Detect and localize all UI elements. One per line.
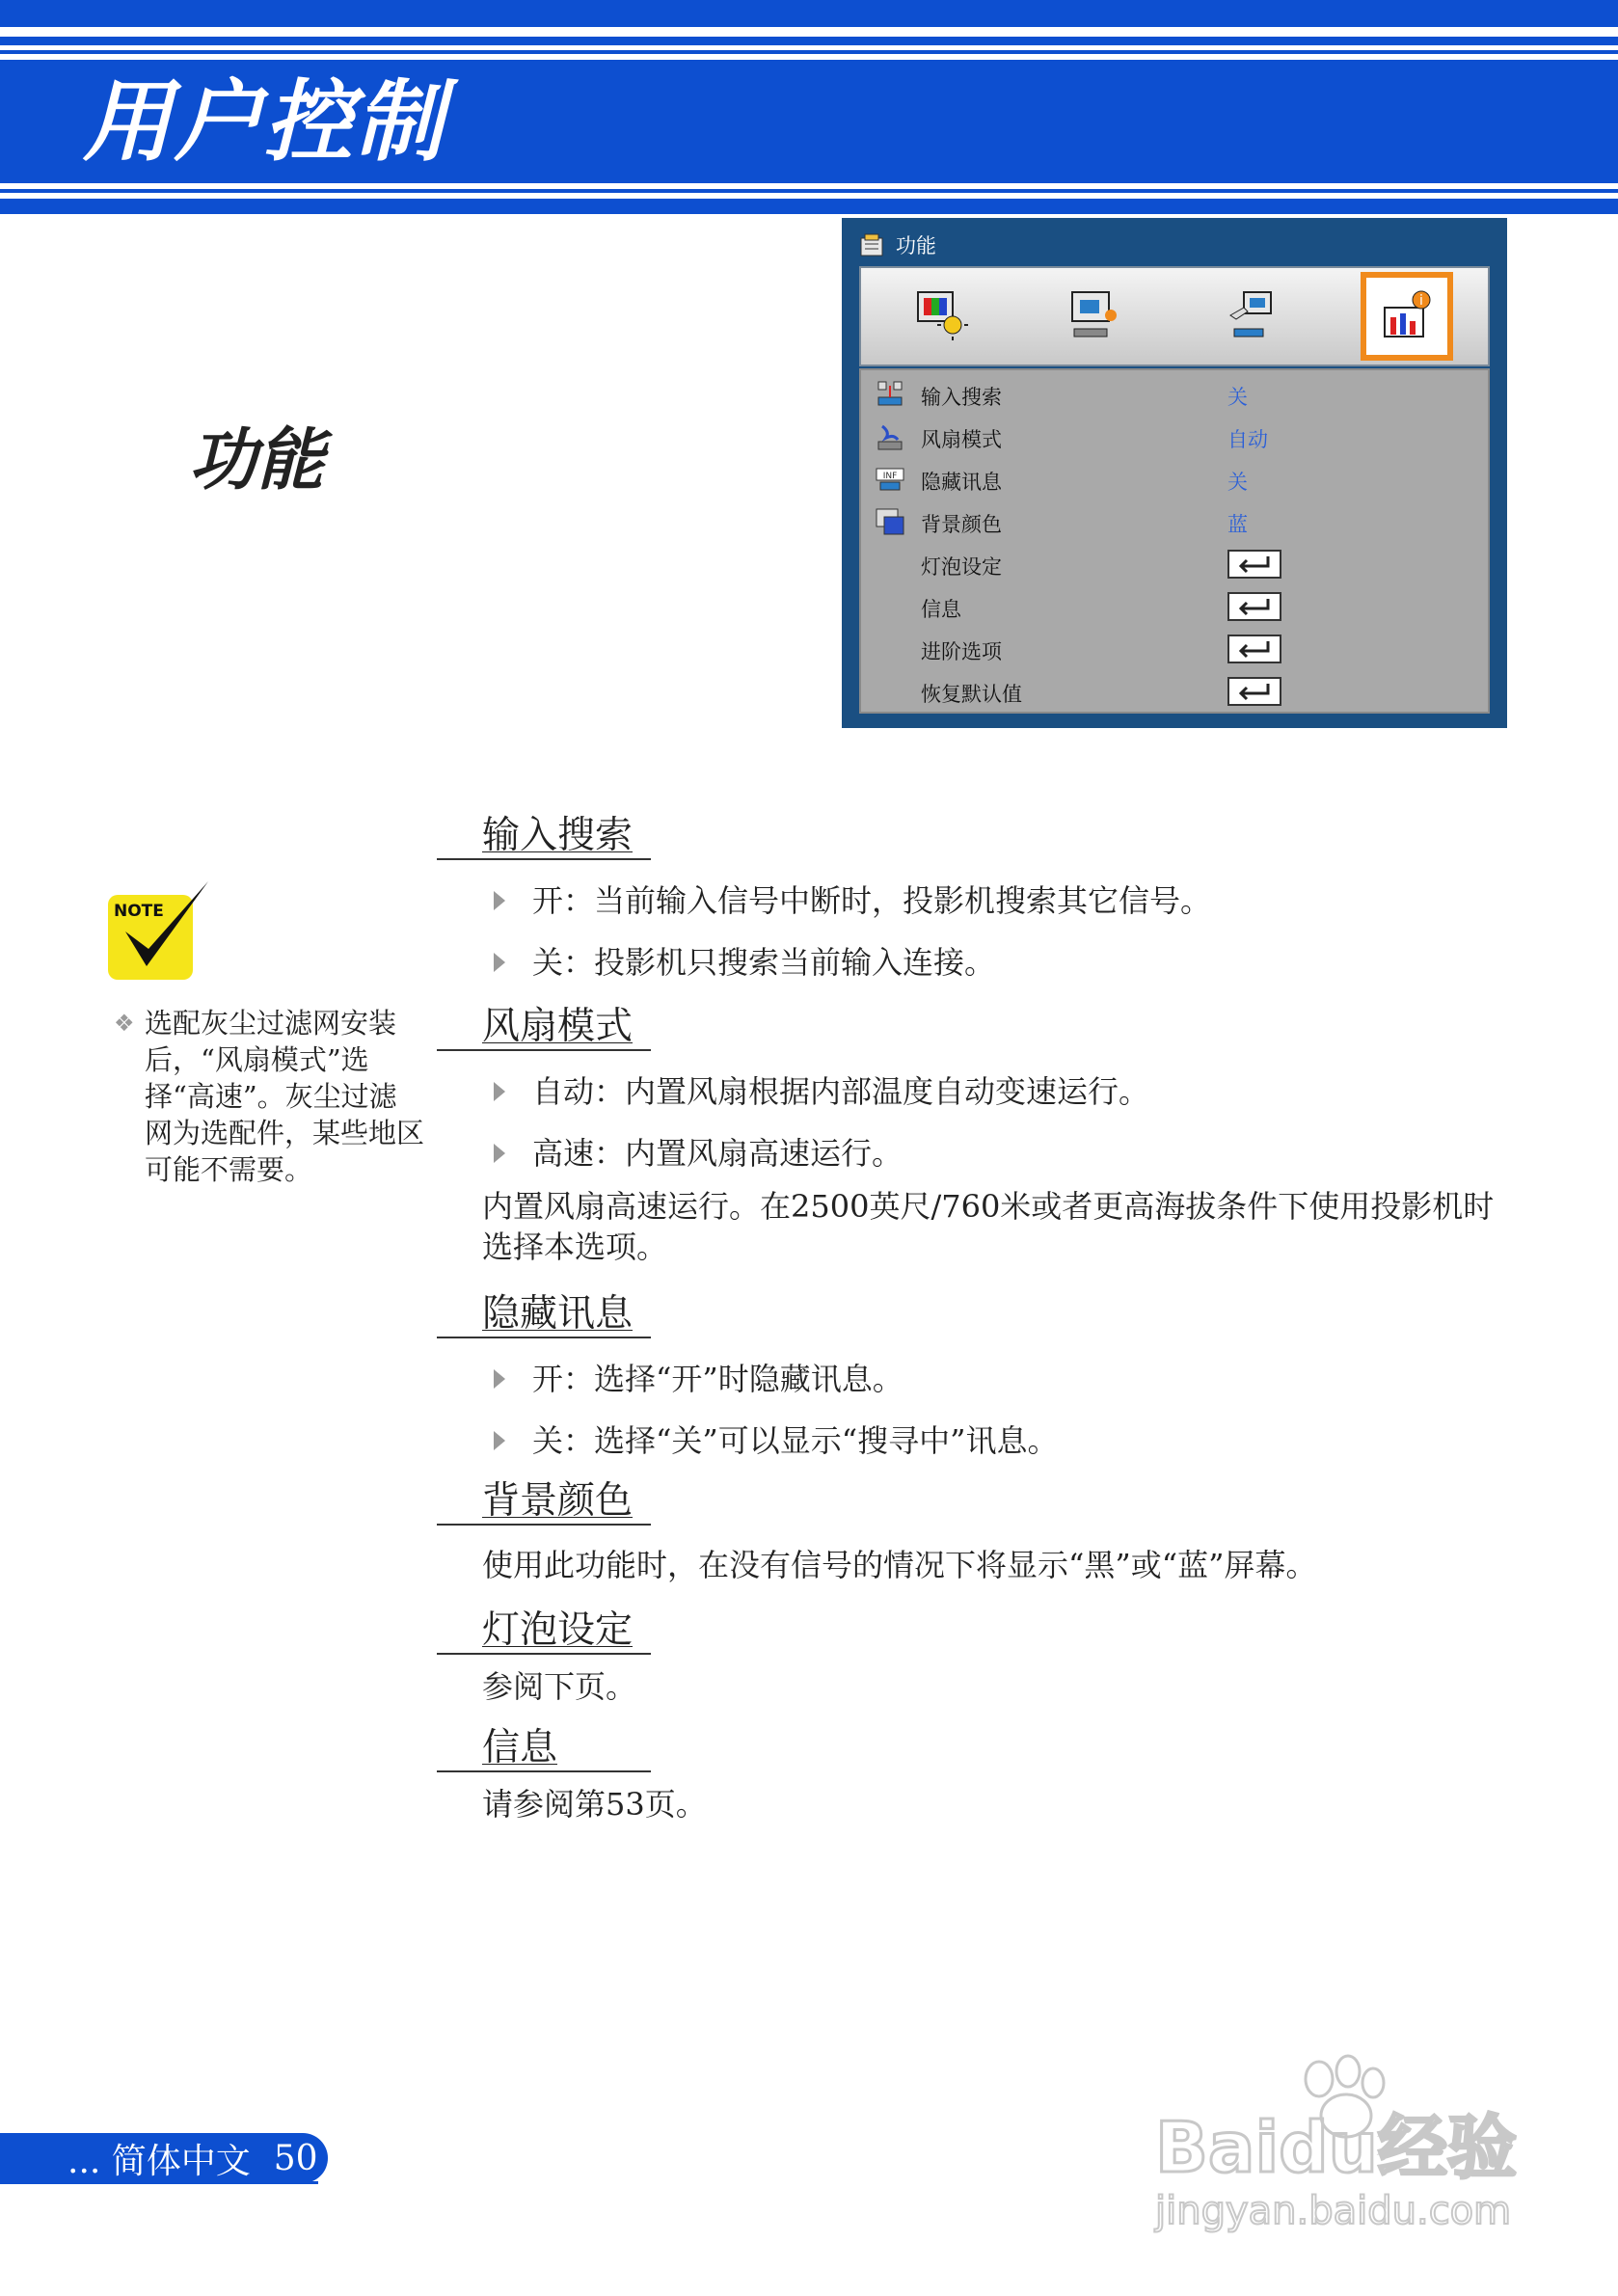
note-text: 选配灰尘过滤网安装后，“风扇模式”选择“高速”。灰尘过滤网为选配件，某些地区可能不需要。 bbox=[145, 1007, 425, 1186]
header-stripe bbox=[0, 189, 1618, 193]
heading-input-search: 输入搜索 bbox=[437, 812, 651, 860]
lamp-settings-description: 参阅下页。 bbox=[482, 1668, 637, 1705]
watermark-url: jingyan.baidu.com bbox=[1155, 2189, 1512, 2233]
osd-row-value: 关 bbox=[1227, 386, 1248, 409]
osd-title: 功能 bbox=[896, 234, 936, 257]
heading-information: 信息 bbox=[437, 1724, 651, 1772]
information-description: 请参阅第53页。 bbox=[482, 1786, 707, 1823]
osd-row-value: 关 bbox=[1227, 471, 1248, 494]
footer-rule bbox=[0, 2181, 318, 2184]
tab-options[interactable] bbox=[1366, 278, 1447, 355]
header-stripe bbox=[0, 50, 1618, 54]
settings-hand-icon bbox=[1221, 286, 1281, 346]
osd-menu bbox=[842, 218, 1507, 728]
triangle-bullet-icon bbox=[494, 953, 505, 972]
image-settings-icon bbox=[912, 286, 972, 346]
osd-row-reset[interactable] bbox=[861, 671, 1488, 714]
options-folder-icon bbox=[859, 232, 886, 257]
osd-row-advanced[interactable] bbox=[861, 629, 1488, 671]
heading-fan-mode: 风扇模式 bbox=[437, 1003, 651, 1051]
svg-text:INF: INF bbox=[882, 472, 898, 481]
note-label: NOTE bbox=[114, 902, 164, 921]
page-number: 50 bbox=[273, 2138, 318, 2178]
fan-mode-description: 内置风扇高速运行。在2500英尺/760米或者更高海拔条件下使用投影机时选择本选项。 bbox=[482, 1188, 1495, 1265]
osd-row-fan-mode[interactable] bbox=[861, 417, 1488, 459]
header-stripe bbox=[0, 37, 1618, 45]
enter-arrow-icon bbox=[1235, 682, 1274, 701]
watermark-brand: Baidu经验 bbox=[1155, 2107, 1517, 2188]
heading-background-color: 背景颜色 bbox=[437, 1477, 651, 1526]
osd-row-label: 恢复默认值 bbox=[921, 683, 1022, 706]
info-hide-icon bbox=[875, 465, 905, 494]
header-top-bar bbox=[0, 0, 1618, 27]
enter-arrow-icon bbox=[1235, 554, 1274, 574]
osd-tab-strip bbox=[859, 266, 1490, 366]
osd-row-label: 背景颜色 bbox=[921, 513, 1002, 536]
osd-row-label: 隐藏讯息 bbox=[921, 471, 1002, 494]
enter-arrow-icon bbox=[1235, 639, 1274, 659]
osd-row-value: 蓝 bbox=[1227, 513, 1248, 536]
tab-screen[interactable] bbox=[1054, 278, 1135, 355]
osd-row-information[interactable] bbox=[861, 586, 1488, 629]
footer-language: ... 简体中文 bbox=[67, 2141, 251, 2181]
screen-settings-icon bbox=[1065, 286, 1124, 346]
options-info-icon bbox=[1377, 286, 1437, 346]
osd-row-label: 输入搜索 bbox=[921, 386, 1002, 409]
tab-settings[interactable] bbox=[1210, 278, 1291, 355]
background-color-description: 使用此功能时，在没有信号的情况下将显示“黑”或“蓝”屏幕。 bbox=[482, 1547, 1317, 1583]
osd-row-lamp-settings[interactable] bbox=[861, 544, 1488, 586]
heading-lamp-settings: 灯泡设定 bbox=[437, 1607, 651, 1655]
osd-row-background-color[interactable] bbox=[861, 501, 1488, 544]
osd-row-value: 自动 bbox=[1227, 428, 1268, 451]
footer-page-tab bbox=[0, 2133, 328, 2183]
heading-hide-info: 隐藏讯息 bbox=[437, 1290, 651, 1338]
input-search-icon bbox=[875, 380, 905, 409]
background-color-icon bbox=[875, 507, 905, 536]
enter-arrow-icon bbox=[1235, 597, 1274, 616]
triangle-bullet-icon bbox=[494, 1431, 505, 1450]
section-title: 功能 bbox=[189, 420, 324, 500]
enter-button[interactable] bbox=[1227, 677, 1281, 706]
diamond-bullet-icon: ❖ bbox=[114, 1010, 135, 1037]
osd-row-label: 信息 bbox=[921, 598, 961, 621]
baidu-watermark bbox=[1146, 2044, 1531, 2237]
tab-image[interactable] bbox=[902, 278, 983, 355]
header-stripe bbox=[0, 199, 1618, 214]
note-check-icon bbox=[104, 878, 212, 984]
svg-text:i: i bbox=[1419, 293, 1423, 309]
osd-title-bar bbox=[859, 226, 936, 264]
enter-button[interactable] bbox=[1227, 550, 1281, 579]
osd-row-hide-info[interactable] bbox=[861, 459, 1488, 501]
triangle-bullet-icon bbox=[494, 1082, 505, 1101]
triangle-bullet-icon bbox=[494, 891, 505, 910]
fan-icon bbox=[875, 422, 905, 451]
osd-row-input-search[interactable] bbox=[861, 374, 1488, 417]
triangle-bullet-icon bbox=[494, 1144, 505, 1163]
osd-row-label: 灯泡设定 bbox=[921, 555, 1002, 579]
enter-button[interactable] bbox=[1227, 592, 1281, 621]
enter-button[interactable] bbox=[1227, 635, 1281, 663]
triangle-bullet-icon bbox=[494, 1369, 505, 1389]
osd-item-list bbox=[859, 368, 1490, 714]
osd-row-label: 进阶选项 bbox=[921, 640, 1002, 663]
osd-row-label: 风扇模式 bbox=[921, 428, 1002, 451]
page-title: 用户控制 bbox=[83, 70, 446, 174]
